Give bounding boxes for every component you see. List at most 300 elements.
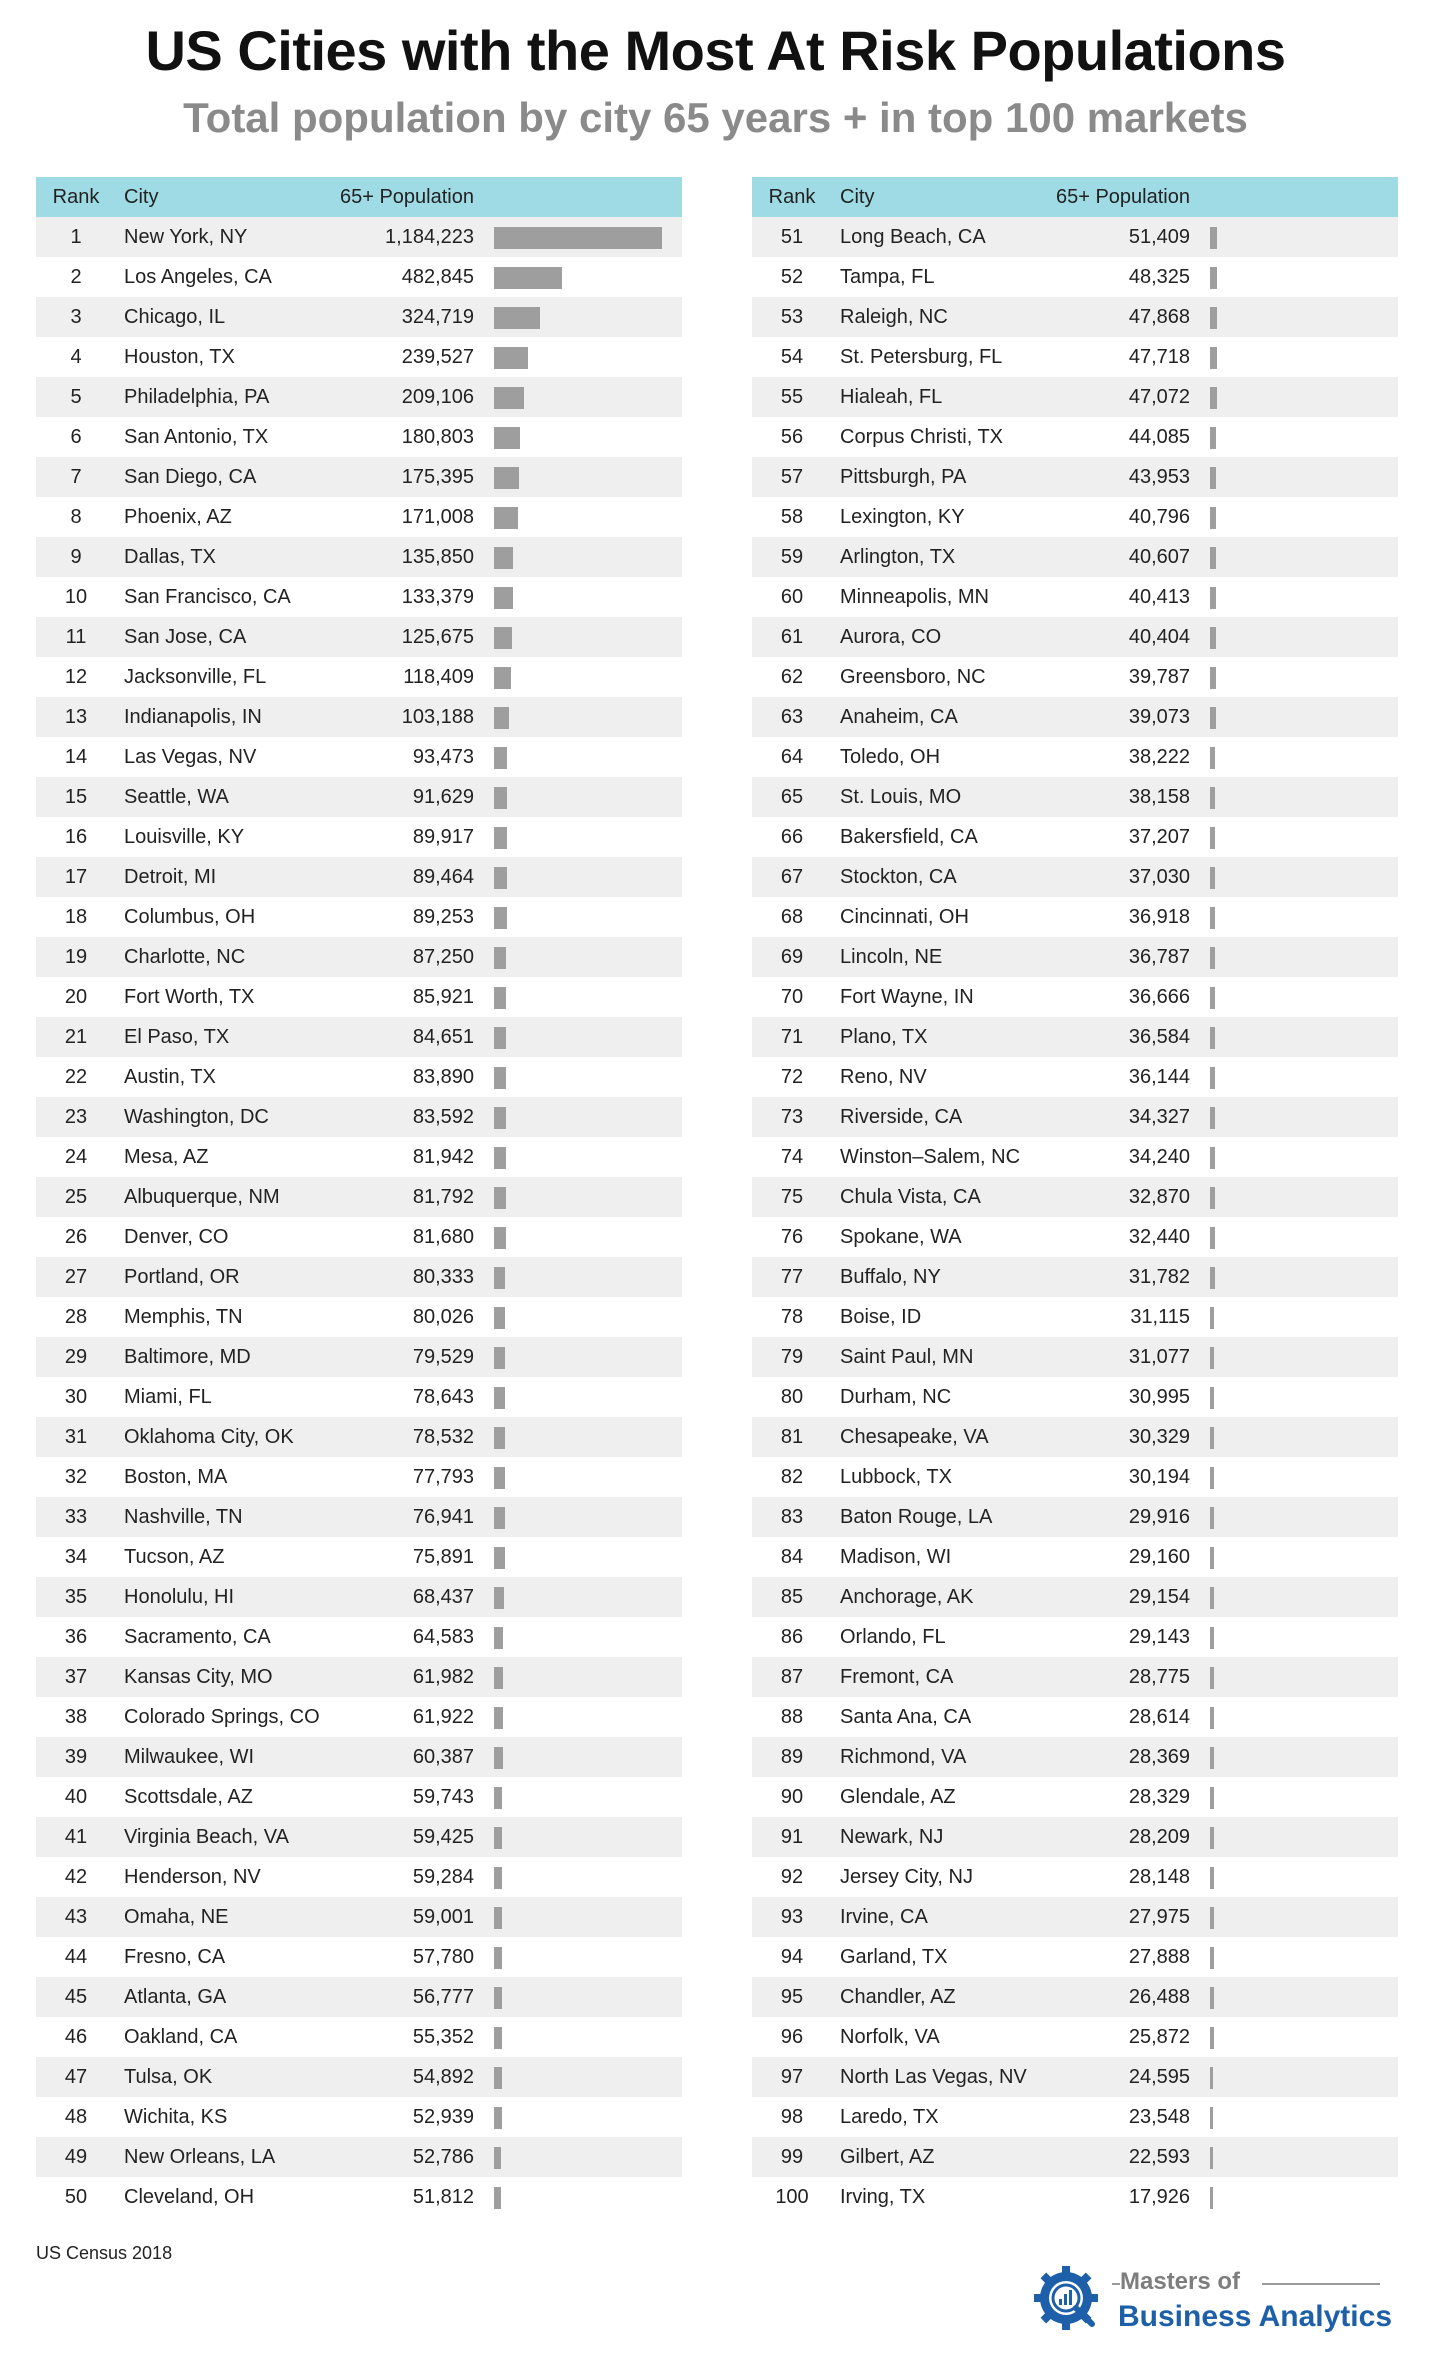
rank-cell: 7 bbox=[70, 465, 82, 488]
city-cell: Memphis, TN bbox=[124, 1305, 243, 1328]
bar-cell bbox=[1202, 2137, 1398, 2177]
table-row bbox=[752, 1817, 1398, 1857]
population-bar bbox=[494, 467, 519, 489]
city-cell: Fremont, CA bbox=[840, 1665, 954, 1688]
city-cell: Wichita, KS bbox=[124, 2105, 228, 2128]
rank-cell: 14 bbox=[64, 745, 88, 768]
bar-cell bbox=[1202, 617, 1398, 657]
bar-cell bbox=[1202, 377, 1398, 417]
rank-cell: 81 bbox=[780, 1425, 804, 1448]
city-cell: Philadelphia, PA bbox=[124, 385, 270, 408]
population-cell: 59,743 bbox=[412, 1785, 474, 1808]
header-rank: Rank bbox=[52, 185, 100, 208]
city-cell: Columbus, OH bbox=[124, 905, 256, 928]
table-row bbox=[752, 1497, 1398, 1537]
rank-cell: 96 bbox=[780, 2025, 804, 2048]
bar-cell bbox=[1202, 1777, 1398, 1817]
table-row bbox=[752, 297, 1398, 337]
rank-cell: 95 bbox=[780, 1985, 804, 2008]
population-cell: 83,592 bbox=[412, 1105, 474, 1128]
rank-cell: 84 bbox=[780, 1545, 804, 1568]
chart-title: US Cities with the Most At Risk Populations bbox=[145, 19, 1286, 82]
population-bar bbox=[1210, 1707, 1214, 1729]
city-cell: Fresno, CA bbox=[124, 1945, 226, 1968]
logo-rule-right bbox=[1262, 2283, 1380, 2285]
city-cell: Seattle, WA bbox=[124, 785, 229, 808]
population-cell: 32,440 bbox=[1128, 1225, 1190, 1248]
rank-cell: 100 bbox=[775, 2185, 809, 2208]
rank-cell: 53 bbox=[780, 305, 804, 328]
rank-cell: 70 bbox=[780, 985, 804, 1008]
table-row bbox=[36, 1817, 682, 1857]
rank-cell: 75 bbox=[780, 1185, 804, 1208]
population-cell: 30,194 bbox=[1128, 1465, 1190, 1488]
rank-cell: 62 bbox=[780, 665, 804, 688]
table-row bbox=[752, 777, 1398, 817]
rank-cell: 41 bbox=[64, 1825, 88, 1848]
population-bar bbox=[1210, 1027, 1215, 1049]
city-cell: Portland, OR bbox=[124, 1265, 240, 1288]
rank-cell: 59 bbox=[780, 545, 804, 568]
rank-cell: 34 bbox=[64, 1545, 88, 1568]
population-cell: 135,850 bbox=[401, 545, 474, 568]
population-bar bbox=[1210, 547, 1216, 569]
city-cell: Indianapolis, IN bbox=[124, 705, 262, 728]
table-row bbox=[752, 2137, 1398, 2177]
bar-cell bbox=[486, 1697, 682, 1737]
population-bar bbox=[1210, 1947, 1214, 1969]
city-cell: Jacksonville, FL bbox=[124, 665, 267, 688]
population-bar bbox=[494, 1027, 506, 1049]
rank-cell: 89 bbox=[780, 1745, 804, 1768]
population-bar bbox=[1210, 2147, 1213, 2169]
table-row bbox=[752, 617, 1398, 657]
rank-cell: 52 bbox=[780, 265, 804, 288]
city-cell: Buffalo, NY bbox=[840, 1265, 941, 1288]
table-row bbox=[36, 617, 682, 657]
rank-cell: 65 bbox=[780, 785, 804, 808]
population-cell: 31,115 bbox=[1130, 1305, 1190, 1328]
bar-cell bbox=[1202, 1017, 1398, 1057]
city-cell: Gilbert, AZ bbox=[840, 2145, 935, 2168]
population-bar bbox=[1210, 507, 1216, 529]
population-bar bbox=[1210, 907, 1215, 929]
city-cell: Colorado Springs, CO bbox=[124, 1705, 320, 1728]
population-cell: 36,144 bbox=[1128, 1065, 1190, 1088]
bar-cell bbox=[486, 537, 682, 577]
population-cell: 47,072 bbox=[1128, 385, 1190, 408]
bar-cell bbox=[486, 1217, 682, 1257]
table-row bbox=[752, 1297, 1398, 1337]
table-row bbox=[36, 1617, 682, 1657]
city-cell: Baltimore, MD bbox=[124, 1345, 251, 1368]
table-row bbox=[36, 577, 682, 617]
table-row bbox=[36, 897, 682, 937]
population-cell: 27,888 bbox=[1128, 1945, 1190, 1968]
city-cell: Fort Worth, TX bbox=[124, 985, 255, 1008]
bar-cell bbox=[486, 2017, 682, 2057]
population-cell: 22,593 bbox=[1128, 2145, 1190, 2168]
table-row bbox=[36, 1217, 682, 1257]
population-bar bbox=[494, 1227, 506, 1249]
table-row bbox=[36, 977, 682, 1017]
bar-cell bbox=[1202, 1657, 1398, 1697]
population-bar bbox=[1210, 1827, 1214, 1849]
table-row bbox=[752, 1897, 1398, 1937]
population-bar bbox=[494, 2067, 502, 2089]
bar-cell bbox=[486, 337, 682, 377]
population-bar bbox=[494, 1667, 503, 1689]
population-bar bbox=[494, 947, 506, 969]
table-row bbox=[36, 1777, 682, 1817]
bar-cell bbox=[486, 1177, 682, 1217]
table-row bbox=[36, 1697, 682, 1737]
bar-cell bbox=[486, 1297, 682, 1337]
population-bar bbox=[1210, 307, 1217, 329]
population-cell: 28,209 bbox=[1128, 1825, 1190, 1848]
rank-cell: 15 bbox=[64, 785, 88, 808]
bar-cell bbox=[486, 1537, 682, 1577]
population-cell: 93,473 bbox=[412, 745, 474, 768]
population-bar bbox=[494, 1307, 505, 1329]
table-row bbox=[36, 337, 682, 377]
rank-cell: 86 bbox=[780, 1625, 804, 1648]
bar-cell bbox=[486, 377, 682, 417]
bar-cell bbox=[486, 1057, 682, 1097]
table-row bbox=[36, 1457, 682, 1497]
bar-cell bbox=[1202, 977, 1398, 1017]
table-row bbox=[752, 1697, 1398, 1737]
table-row bbox=[36, 217, 682, 257]
city-cell: Stockton, CA bbox=[840, 865, 957, 888]
population-cell: 54,892 bbox=[412, 2065, 474, 2088]
city-cell: Chicago, IL bbox=[124, 305, 226, 328]
city-cell: Garland, TX bbox=[840, 1945, 948, 1968]
city-cell: Arlington, TX bbox=[840, 545, 956, 568]
population-bar bbox=[1210, 467, 1216, 489]
rank-cell: 4 bbox=[70, 345, 82, 368]
population-cell: 28,775 bbox=[1128, 1665, 1190, 1688]
population-cell: 24,595 bbox=[1128, 2065, 1190, 2088]
bar-cell bbox=[486, 1017, 682, 1057]
city-cell: Atlanta, GA bbox=[124, 1985, 227, 2008]
population-bar bbox=[494, 1267, 505, 1289]
population-cell: 34,327 bbox=[1128, 1105, 1190, 1128]
population-cell: 55,352 bbox=[412, 2025, 474, 2048]
population-bar bbox=[494, 2147, 501, 2169]
rank-cell: 93 bbox=[780, 1905, 804, 1928]
population-bar bbox=[494, 1867, 502, 1889]
population-cell: 29,154 bbox=[1128, 1585, 1190, 1608]
rank-cell: 6 bbox=[70, 425, 82, 448]
rank-cell: 56 bbox=[780, 425, 804, 448]
city-cell: Milwaukee, WI bbox=[124, 1745, 255, 1768]
bar-cell bbox=[1202, 737, 1398, 777]
bar-cell bbox=[486, 2177, 682, 2217]
population-bar bbox=[494, 627, 512, 649]
city-cell: Irvine, CA bbox=[840, 1905, 928, 1928]
rank-cell: 1 bbox=[70, 225, 82, 248]
rank-cell: 85 bbox=[780, 1585, 804, 1608]
table-header bbox=[36, 177, 682, 217]
population-bar bbox=[494, 1987, 502, 2009]
bar-cell bbox=[1202, 817, 1398, 857]
population-bar bbox=[1210, 1667, 1214, 1689]
population-bar bbox=[1210, 707, 1216, 729]
header-bar-column bbox=[1202, 177, 1398, 217]
population-cell: 84,651 bbox=[412, 1025, 474, 1048]
bar-cell bbox=[486, 497, 682, 537]
rank-cell: 33 bbox=[64, 1505, 88, 1528]
rank-cell: 20 bbox=[64, 985, 88, 1008]
population-bar bbox=[1210, 1147, 1215, 1169]
rank-cell: 32 bbox=[64, 1465, 88, 1488]
bar-cell bbox=[486, 697, 682, 737]
population-cell: 38,222 bbox=[1128, 745, 1190, 768]
population-bar bbox=[494, 667, 511, 689]
bar-cell bbox=[1202, 1177, 1398, 1217]
table-row bbox=[36, 697, 682, 737]
population-cell: 91,629 bbox=[412, 785, 474, 808]
rank-cell: 79 bbox=[780, 1345, 804, 1368]
table-row bbox=[752, 1537, 1398, 1577]
city-cell: Bakersfield, CA bbox=[840, 825, 978, 848]
population-bar bbox=[1210, 867, 1215, 889]
city-cell: Mesa, AZ bbox=[124, 1145, 209, 1168]
population-bar bbox=[494, 1147, 506, 1169]
bar-cell bbox=[486, 1377, 682, 1417]
city-cell: Dallas, TX bbox=[124, 545, 216, 568]
population-bar bbox=[494, 427, 520, 449]
population-cell: 125,675 bbox=[401, 625, 474, 648]
population-bar bbox=[494, 787, 507, 809]
table-row bbox=[36, 777, 682, 817]
city-cell: Anchorage, AK bbox=[840, 1585, 974, 1608]
city-cell: Tulsa, OK bbox=[124, 2065, 213, 2088]
rank-cell: 25 bbox=[64, 1185, 88, 1208]
city-cell: Las Vegas, NV bbox=[124, 745, 257, 768]
rank-cell: 5 bbox=[70, 385, 82, 408]
city-cell: Greensboro, NC bbox=[840, 665, 986, 688]
population-bar bbox=[494, 1427, 505, 1449]
city-cell: Anaheim, CA bbox=[840, 705, 958, 728]
population-cell: 36,666 bbox=[1128, 985, 1190, 1008]
population-bar bbox=[1210, 827, 1215, 849]
city-cell: Riverside, CA bbox=[840, 1105, 963, 1128]
bar-cell bbox=[1202, 1897, 1398, 1937]
bar-cell bbox=[1202, 1337, 1398, 1377]
rank-cell: 45 bbox=[64, 1985, 88, 2008]
city-cell: Baton Rouge, LA bbox=[840, 1505, 993, 1528]
city-cell: Virginia Beach, VA bbox=[124, 1825, 289, 1848]
table-row bbox=[752, 2177, 1398, 2217]
table-row bbox=[752, 1377, 1398, 1417]
table-row bbox=[752, 1977, 1398, 2017]
table-row bbox=[36, 1897, 682, 1937]
population-cell: 52,939 bbox=[412, 2105, 474, 2128]
bar-cell bbox=[486, 857, 682, 897]
table-row bbox=[752, 1737, 1398, 1777]
population-bar bbox=[494, 827, 507, 849]
city-cell: Aurora, CO bbox=[840, 625, 942, 648]
bar-cell bbox=[486, 2057, 682, 2097]
bar-cell bbox=[1202, 1377, 1398, 1417]
population-cell: 34,240 bbox=[1128, 1145, 1190, 1168]
city-cell: Lincoln, NE bbox=[840, 945, 943, 968]
table-row bbox=[36, 1017, 682, 1057]
bar-cell bbox=[486, 1457, 682, 1497]
city-cell: Irving, TX bbox=[840, 2185, 926, 2208]
table-row bbox=[752, 1337, 1398, 1377]
population-bar bbox=[1210, 947, 1215, 969]
population-bar bbox=[1210, 747, 1215, 769]
rank-cell: 22 bbox=[64, 1065, 88, 1088]
bar-cell bbox=[486, 977, 682, 1017]
population-bar bbox=[494, 1547, 505, 1569]
table-row bbox=[36, 257, 682, 297]
table-row bbox=[752, 2057, 1398, 2097]
table-row bbox=[36, 1257, 682, 1297]
table-row bbox=[36, 1857, 682, 1897]
population-bar bbox=[1210, 1587, 1214, 1609]
population-cell: 43,953 bbox=[1128, 465, 1190, 488]
rank-cell: 94 bbox=[780, 1945, 804, 1968]
city-cell: Reno, NV bbox=[840, 1065, 927, 1088]
table-row bbox=[36, 497, 682, 537]
rank-cell: 18 bbox=[64, 905, 88, 928]
population-cell: 29,160 bbox=[1128, 1545, 1190, 1568]
header-population: 65+ Population bbox=[339, 185, 474, 208]
table-row bbox=[36, 1577, 682, 1617]
rank-cell: 88 bbox=[780, 1705, 804, 1728]
population-bar bbox=[1210, 387, 1217, 409]
table-row bbox=[752, 217, 1398, 257]
population-bar bbox=[494, 1907, 502, 1929]
table-row bbox=[36, 937, 682, 977]
city-cell: Scottsdale, AZ bbox=[124, 1785, 253, 1808]
city-cell: Nashville, TN bbox=[124, 1505, 243, 1528]
city-cell: Honolulu, HI bbox=[124, 1585, 235, 1608]
rank-cell: 66 bbox=[780, 825, 804, 848]
city-cell: Omaha, NE bbox=[124, 1905, 229, 1928]
rank-cell: 29 bbox=[64, 1345, 88, 1368]
population-bar bbox=[494, 1747, 503, 1769]
city-cell: Austin, TX bbox=[124, 1065, 216, 1088]
city-cell: Saint Paul, MN bbox=[840, 1345, 974, 1368]
bar-cell bbox=[486, 1657, 682, 1697]
table-row bbox=[36, 1377, 682, 1417]
rank-cell: 31 bbox=[64, 1425, 88, 1448]
population-cell: 80,333 bbox=[412, 1265, 474, 1288]
population-bar bbox=[1210, 2067, 1213, 2089]
rank-cell: 76 bbox=[780, 1225, 804, 1248]
bar-cell bbox=[1202, 1137, 1398, 1177]
population-cell: 61,922 bbox=[412, 1705, 474, 1728]
population-bar bbox=[1210, 427, 1216, 449]
city-cell: Chula Vista, CA bbox=[840, 1185, 981, 1208]
rank-cell: 73 bbox=[780, 1105, 804, 1128]
population-cell: 59,001 bbox=[412, 1905, 474, 1928]
population-bar bbox=[494, 267, 562, 289]
table-row bbox=[36, 857, 682, 897]
city-cell: Charlotte, NC bbox=[124, 945, 246, 968]
population-bar bbox=[1210, 267, 1217, 289]
bar-cell bbox=[486, 617, 682, 657]
population-bar bbox=[1210, 1627, 1214, 1649]
population-cell: 28,148 bbox=[1128, 1865, 1190, 1888]
bar-cell bbox=[1202, 1057, 1398, 1097]
population-cell: 47,868 bbox=[1128, 305, 1190, 328]
table-row bbox=[36, 457, 682, 497]
table-row bbox=[36, 1177, 682, 1217]
table-row bbox=[752, 1057, 1398, 1097]
bar-cell bbox=[486, 1737, 682, 1777]
population-bar bbox=[494, 987, 506, 1009]
population-cell: 36,584 bbox=[1128, 1025, 1190, 1048]
rank-cell: 57 bbox=[780, 465, 804, 488]
population-bar bbox=[494, 227, 662, 249]
population-bar bbox=[1210, 1267, 1215, 1289]
bar-cell bbox=[486, 1417, 682, 1457]
population-cell: 81,792 bbox=[412, 1185, 474, 1208]
table-row bbox=[752, 1577, 1398, 1617]
source-note: US Census 2018 bbox=[36, 2243, 173, 2263]
table-row bbox=[752, 897, 1398, 937]
city-cell: Boston, MA bbox=[124, 1465, 228, 1488]
population-bar bbox=[494, 1187, 506, 1209]
population-cell: 81,942 bbox=[412, 1145, 474, 1168]
population-bar bbox=[1210, 1787, 1214, 1809]
rank-cell: 77 bbox=[780, 1265, 804, 1288]
logo-text-bottom: Business Analytics bbox=[1118, 2300, 1392, 2333]
population-bar bbox=[494, 547, 513, 569]
table-row bbox=[752, 817, 1398, 857]
table-row bbox=[752, 497, 1398, 537]
bar-cell bbox=[1202, 297, 1398, 337]
city-cell: El Paso, TX bbox=[124, 1025, 230, 1048]
city-cell: New Orleans, LA bbox=[124, 2145, 276, 2168]
bar-cell bbox=[1202, 577, 1398, 617]
bar-cell bbox=[1202, 537, 1398, 577]
rank-cell: 19 bbox=[64, 945, 88, 968]
bar-cell bbox=[1202, 1217, 1398, 1257]
bar-cell bbox=[1202, 857, 1398, 897]
population-bar bbox=[1210, 667, 1216, 689]
population-cell: 79,529 bbox=[412, 1345, 474, 1368]
bar-cell bbox=[1202, 337, 1398, 377]
bar-cell bbox=[486, 2137, 682, 2177]
table-row bbox=[752, 377, 1398, 417]
population-bar bbox=[1210, 1187, 1215, 1209]
population-bar bbox=[494, 1787, 502, 1809]
chart-subtitle: Total population by city 65 years + in top 100 markets bbox=[183, 94, 1248, 141]
rank-cell: 13 bbox=[64, 705, 88, 728]
table-row bbox=[752, 1097, 1398, 1137]
population-cell: 32,870 bbox=[1128, 1185, 1190, 1208]
bar-cell bbox=[486, 1257, 682, 1297]
population-cell: 83,890 bbox=[412, 1065, 474, 1088]
city-cell: Pittsburgh, PA bbox=[840, 465, 967, 488]
population-cell: 51,812 bbox=[412, 2185, 474, 2208]
population-bar bbox=[494, 1707, 503, 1729]
city-cell: Laredo, TX bbox=[840, 2105, 939, 2128]
table-row bbox=[752, 1257, 1398, 1297]
table-row bbox=[752, 657, 1398, 697]
bar-cell bbox=[1202, 1577, 1398, 1617]
population-bar bbox=[494, 1827, 502, 1849]
rank-cell: 24 bbox=[64, 1145, 88, 1168]
city-cell: Chesapeake, VA bbox=[840, 1425, 989, 1448]
